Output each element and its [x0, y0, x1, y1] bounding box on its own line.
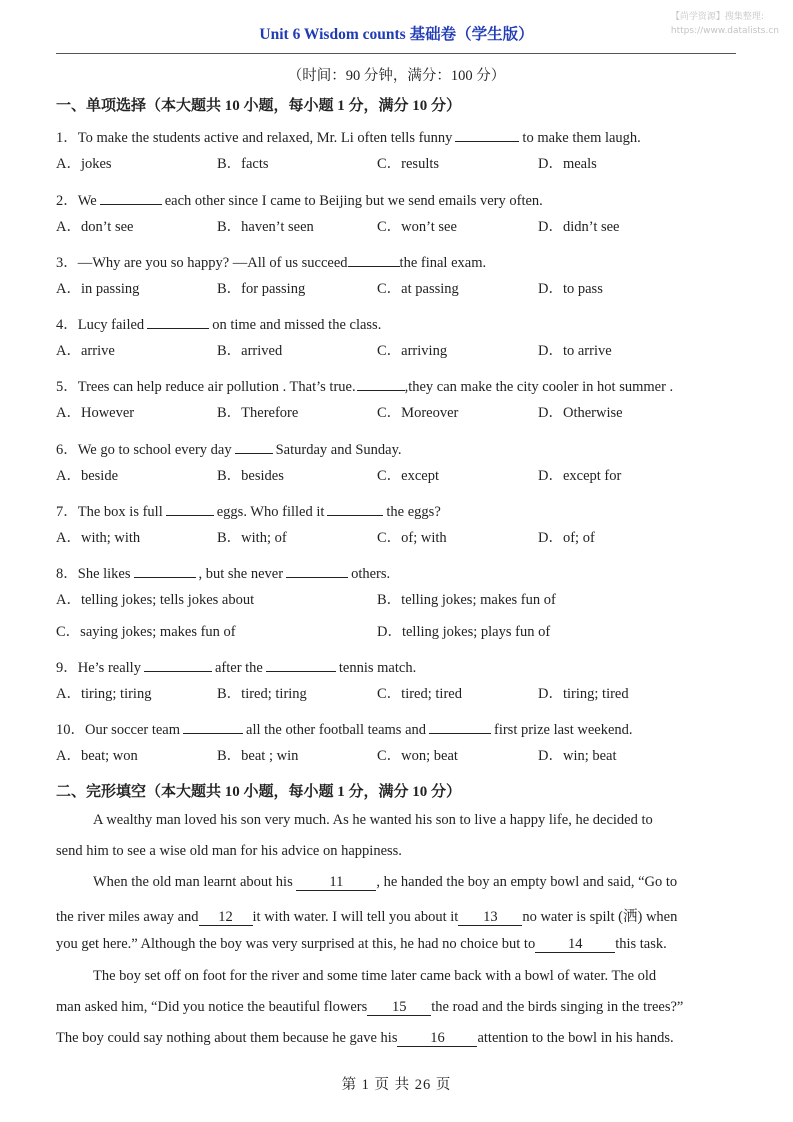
q2-option-b: B．haven’t seen — [217, 219, 314, 235]
watermark — [671, 10, 779, 38]
q6-option-b: B．besides — [217, 468, 284, 484]
watermark-line-1: 【尚学资源】搜集整理: — [670, 12, 764, 22]
passage-p2-line3: you get here.” Although the boy was very surprised at this, he had no choice but to 14 this task. — [56, 936, 667, 952]
q5-option-b: B．Therefore — [217, 405, 299, 421]
question-4: 4．Lucy failed on time and missed the class. — [56, 317, 382, 333]
q6-option-d: D．except for — [538, 468, 622, 484]
question-5: 5．Trees can help reduce air pollution . That’s true. ,they can make the city cooler in hot summer . — [56, 379, 674, 395]
q8-option-c: C．saying jokes; makes fun of — [56, 624, 236, 640]
blank-11: 11 — [296, 875, 376, 891]
q10-option-a: A．beat; won — [56, 748, 138, 764]
q9-option-b: B．tired; tiring — [217, 686, 307, 702]
q10-option-b: B．beat ; win — [217, 748, 299, 764]
q5-option-c: C．Moreover — [377, 405, 459, 421]
question-2: 2．We each other since I came to Beijing but we send emails very often. — [56, 193, 543, 209]
q8-option-d: D．telling jokes; plays fun of — [377, 624, 551, 640]
passage-p2-line2: the river miles away and 12 it with water. I will tell you about it 13 no water is spilt (洒) when — [56, 909, 678, 925]
passage-p1-line2: send him to see a wise old man for his advice on happiness. — [56, 843, 402, 859]
passage-p3-line2: man asked him, “Did you notice the beautiful flowers 15 the road and the birds singing in the trees?” — [56, 999, 684, 1015]
q4-option-b: B．arrived — [217, 343, 283, 359]
q7-option-d: D．of; of — [538, 530, 595, 546]
q3-option-a: A．in passing — [56, 281, 140, 297]
q9-option-d: D．tiring; tired — [538, 686, 629, 702]
question-3: 3．—Why are you so happy? —All of us succeed the final exam. — [56, 255, 487, 271]
blank-13: 13 — [458, 910, 522, 926]
passage-p1-line1: A wealthy man loved his son very much. As he wanted his son to live a happy life, he decided to — [93, 812, 653, 828]
passage-p3-line1: The boy set off on foot for the river and some time later came back with a bowl of water. The old — [93, 968, 657, 984]
q4-option-d: D．to arrive — [538, 343, 612, 359]
document-title: Unit 6 Wisdom counts 基础卷（学生版） — [259, 26, 534, 43]
watermark-line-2: https://www.datalists.cn — [670, 26, 779, 36]
q4-option-c: C．arriving — [377, 343, 448, 359]
q2-option-c: C．won’t see — [377, 219, 457, 235]
q8-option-b: B．telling jokes; makes fun of — [377, 592, 556, 608]
q3-option-c: C．at passing — [377, 281, 459, 297]
q8-option-a: A．telling jokes; tells jokes about — [56, 592, 255, 608]
q2-option-a: A．don’t see — [56, 219, 134, 235]
q1-option-c: C．results — [377, 156, 440, 172]
q5-option-a: A．However — [56, 405, 135, 421]
q7-option-a: A．with; with — [56, 530, 141, 546]
question-9: 9．He’s really after the tennis match. — [56, 660, 417, 676]
q1-option-a: A．jokes — [56, 156, 112, 172]
q1-option-b: B．facts — [217, 156, 269, 172]
question-1: 1．To make the students active and relaxed, Mr. Li often tells funny to make them laugh. — [56, 130, 641, 146]
q3-option-d: D．to pass — [538, 281, 603, 297]
q10-option-c: C．won; beat — [377, 748, 458, 764]
blank-14: 14 — [535, 937, 615, 953]
time-info: （时间：90 分钟，满分：100 分） — [287, 68, 506, 84]
q7-option-c: C．of; with — [377, 530, 447, 546]
q5-option-d: D．Otherwise — [538, 405, 623, 421]
q6-option-a: A．beside — [56, 468, 119, 484]
q9-option-a: A．tiring; tiring — [56, 686, 152, 702]
question-10: 10．Our soccer team all the other football teams and first prize last weekend. — [56, 722, 633, 738]
q2-option-d: D．didn’t see — [538, 219, 620, 235]
q7-option-b: B．with; of — [217, 530, 287, 546]
q4-option-a: A．arrive — [56, 343, 115, 359]
section2-heading: 二、完形填空（本大题共 10 小题，每小题 1 分，满分 10 分） — [56, 784, 462, 800]
q9-option-c: C．tired; tired — [377, 686, 462, 702]
question-7: 7．The box is full eggs. Who filled it the eggs? — [56, 504, 441, 520]
section1-heading: 一、单项选择（本大题共 10 小题，每小题 1 分，满分 10 分） — [56, 98, 462, 114]
q3-option-b: B．for passing — [217, 281, 306, 297]
q6-option-c: C．except — [377, 468, 440, 484]
blank-15: 15 — [367, 1000, 431, 1016]
blank-16: 16 — [397, 1031, 477, 1047]
passage-p2-line1: When the old man learnt about his 11 , he handed the boy an empty bowl and said, “Go to — [93, 874, 678, 890]
blank-12: 12 — [199, 910, 253, 926]
question-6: 6．We go to school every day Saturday and Sunday. — [56, 442, 402, 458]
q1-option-d: D．meals — [538, 156, 597, 172]
passage-p3-line3: The boy could say nothing about them because he gave his 16 attention to the bowl in his hands. — [56, 1030, 674, 1046]
question-8: 8．She likes , but she never others. — [56, 566, 391, 582]
header-rule — [56, 53, 736, 54]
page-footer: 第 1 页 共 26 页 — [341, 1077, 452, 1093]
q10-option-d: D．win; beat — [538, 748, 617, 764]
